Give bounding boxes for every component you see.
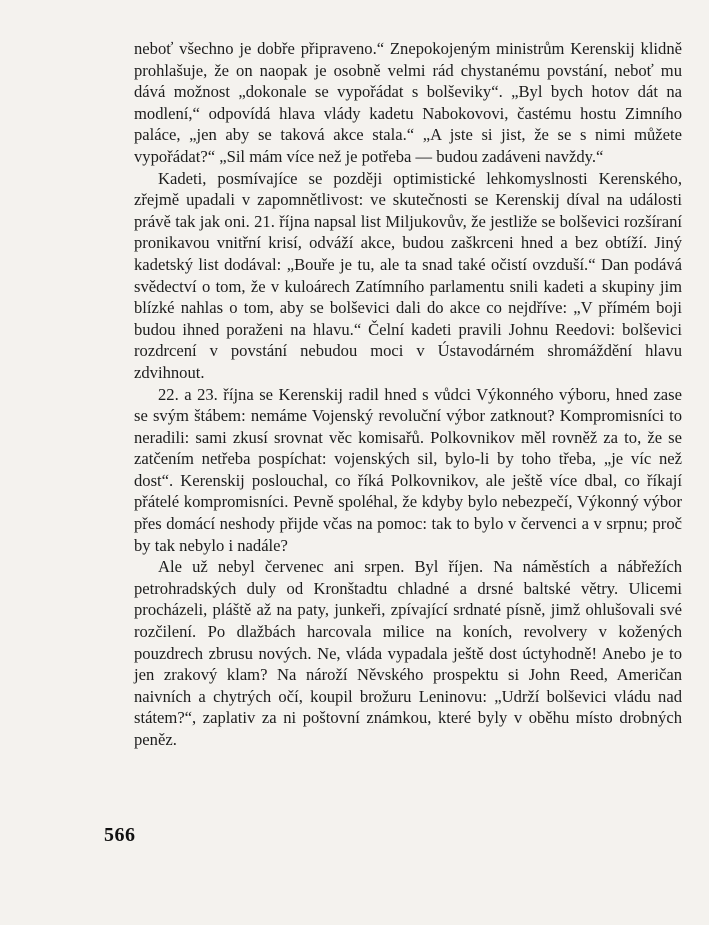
page-number: 566 bbox=[104, 824, 136, 846]
paragraph-2: Kadeti, posmívajíce se později optimistické lehkomyslnosti Kerenského, zřejmě upadali v zapomnětlivost: ve skutečnosti se Kerenskij díval na události právě tak jak oni. 21. října napsal list Miljukovův, že jestliže se bolševici rozšíraní pronikavou vnitřní krisí, odváží akce, budou zaškrceni hned a bez obtíží. Jiný kadetský list dodával: „Bouře je tu, ale ta snad také očistí ovzduší.“ Dan podává svědectví o tom, že v kuloárech Zatímního parlamentu snili kadeti a skupiny jim blízké nahlas o tom, aby se bolševici dali do akce co nejdříve: „V přímém boji budou ihned poraženi na hlavu.“ Čelní kadeti pravili Johnu Reedovi: bolševici rozdrcení v povstání nebudou moci v Ústavodárném shromáždění hlavu zdvihnout. bbox=[134, 168, 682, 382]
paragraph-3: 22. a 23. října se Kerenskij radil hned s vůdci Výkonného výboru, hned zase se svým štábem: nemáme Vojenský revoluční výbor zatknout? Kompromisníci to neradili: sami zkusí srovnat věc komisařů. Polkovnikov měl rovněž za to, že se zatčením netřeba pospíchat: vojenských sil, bylo-li by toho třeba, „je víc než dost“. Kerenskij poslouchal, co říká Polkovnikov, ale ještě více dbal, co říkají přátelé kompromisníci. Pevně spoléhal, že kdyby bylo nebezpečí, Výkonný výbor přes domácí neshody přijde včas na pomoc: tak to bylo v červenci a v srpnu; proč by tak nebylo i nadále? bbox=[134, 384, 682, 555]
paragraph-1: neboť všechno je dobře připraveno.“ Znepokojeným ministrům Kerenskij klidně prohlašuje, že on naopak je osobně velmi rád chystanému povstání, neboť mu dává možnost „dokonale se vypořádat s bolševiky“. „Byl bych hotov dát na modlení,“ odpovídá hlava vlády kadetu Nabokovovi, častému hostu Zimního paláce, „jen aby se taková akce stala.“ „A jste si jist, že se s nimi můžete vypořádat?“ „Sil mám více než je potřeba — budou zadáveni navždy.“ bbox=[134, 39, 682, 166]
body-text bbox=[134, 38, 682, 751]
paragraph-4: Ale už nebyl červenec ani srpen. Byl říjen. Na náměstích a nábřežích petrohradských duly od Kronštadtu chladné a drsné baltské větry. Ulicemi procházeli, pláště až na paty, junkeři, zpívající srdnaté písně, jimž ohlušovali své rozčilení. Po dlažbách harcovala milice na koních, revolvery v kožených pouzdrech zbrusu nových. Ne, vláda vypadala ještě dost úctyhodně! Anebo je to jen zrakový klam? Na nároží Něvského prospektu si John Reed, Američan naivních a chytrých očí, koupil brožuru Leninovu: „Udrží bolševici vládu nad státem?“, zaplativ za ni poštovní známkou, které byly v oběhu místo drobných peněz. bbox=[134, 557, 682, 749]
